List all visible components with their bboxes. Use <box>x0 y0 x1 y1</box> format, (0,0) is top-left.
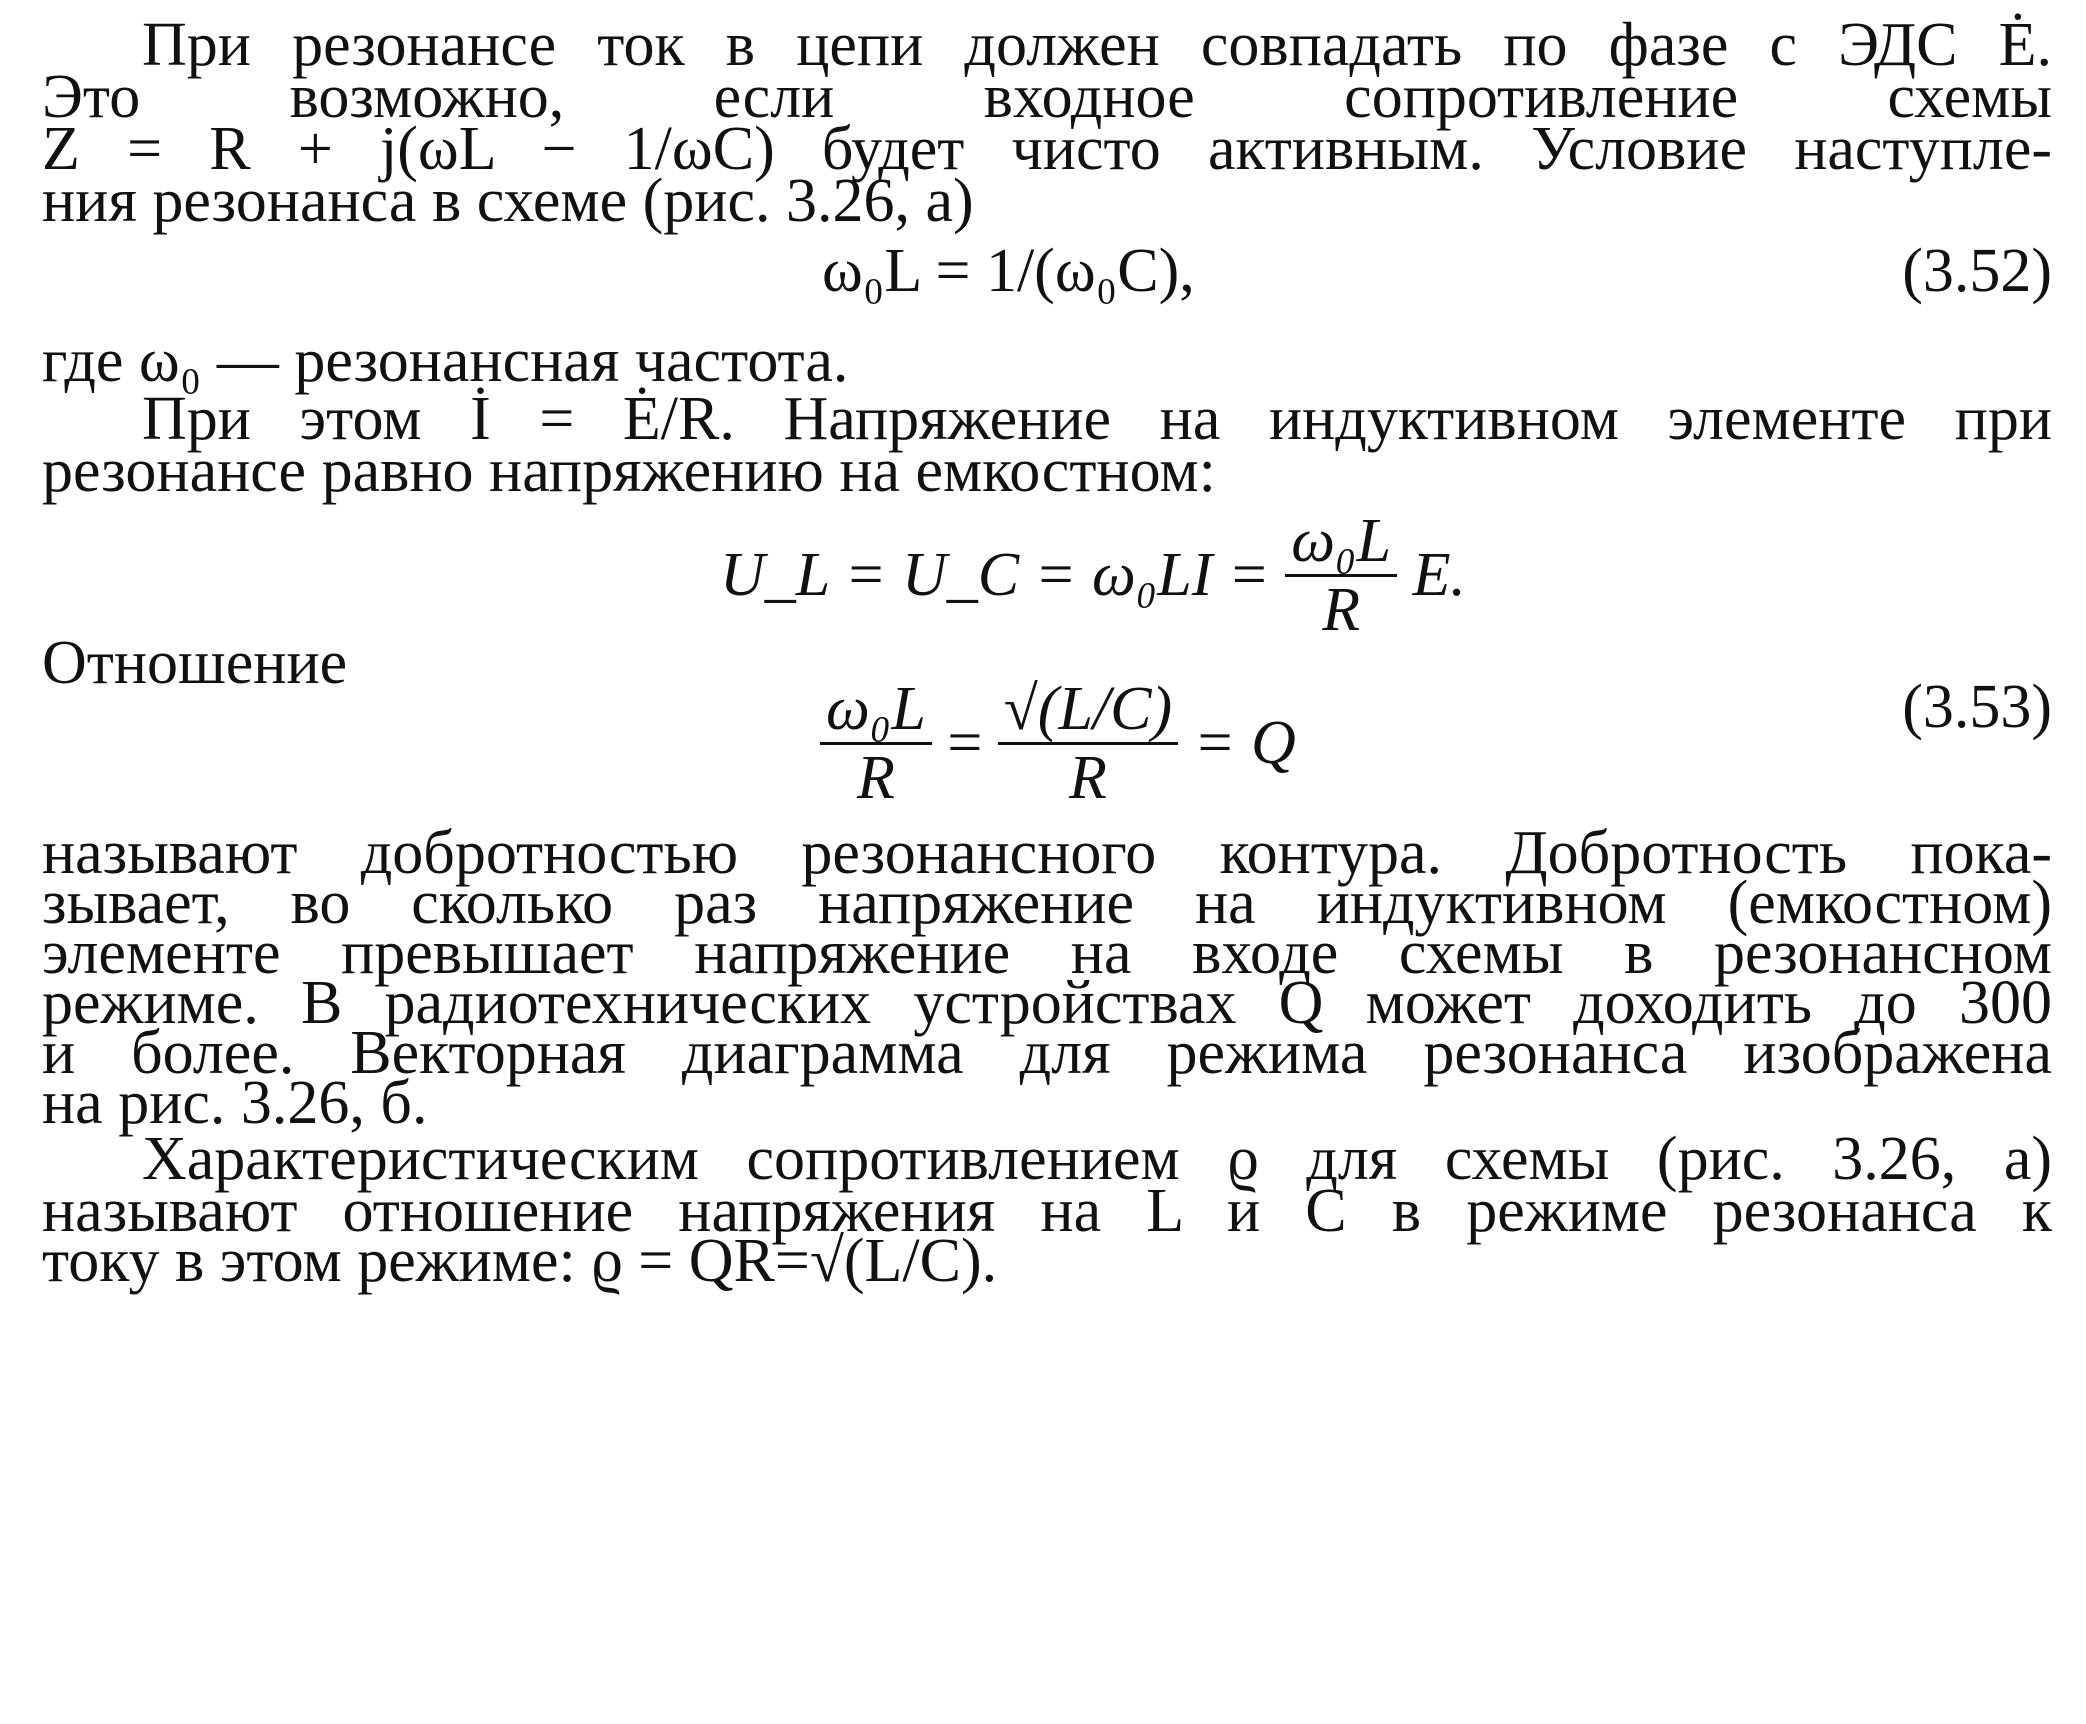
fraction-denominator: R <box>1322 576 1361 644</box>
paragraph-3-line-4: режиме. В радиотехнических устройствах Q может доходить до 300 <box>42 969 2052 1037</box>
paragraph-1-line-3: Z = R + j(ωL − 1/ωC) будет чисто активным. Условие наступле- <box>42 115 2052 183</box>
equation-left: U_L = U_C = ω₀LI = <box>720 541 1270 609</box>
word: сопротивление <box>1344 63 1739 131</box>
paragraph-4-line-3: току в этом режиме: ϱ = QR=√(L/C). <box>42 1227 998 1295</box>
fraction-1-numerator: ω₀L <box>820 676 932 745</box>
word: Это <box>42 63 141 131</box>
paragraph-2-line-2: резонансе равно напряжению на емкостном: <box>42 437 1216 505</box>
paragraph-3-line-5: и более. Векторная диаграмма для режима резонанса изображена <box>42 1019 2052 1087</box>
equation-number-3-52: (3.52) <box>1902 237 2052 305</box>
text-resonant-frequency: где ω₀ — резонансная частота. <box>42 327 849 395</box>
paragraph-3-line-1: называют добротностью резонансного контура. Добротность пока- <box>42 819 2052 887</box>
paragraph-3-line-3: элементе превышает напряжение на входе схемы в резонансном <box>42 919 2052 987</box>
label-ratio: Отношение <box>42 629 348 697</box>
fraction-2 <box>998 676 1178 811</box>
fraction <box>1285 508 1397 643</box>
equation-number-3-53: (3.53) <box>1902 673 2052 741</box>
word: возможно, <box>289 63 565 131</box>
equation-voltage-resonance <box>720 508 1466 643</box>
equation-right: E. <box>1412 541 1466 609</box>
equation-result: = Q <box>1193 709 1296 777</box>
word: входное <box>983 63 1195 131</box>
fraction-2-denominator: R <box>1069 744 1107 812</box>
equals-sign: = <box>947 709 983 777</box>
paragraph-3-line-6: на рис. 3.26, б. <box>42 1069 428 1137</box>
word: если <box>713 63 835 131</box>
word: схемы <box>1887 63 2053 131</box>
paragraph-4-line-2: называют отношение напряжения на L и C в режиме резонанса к <box>42 1177 2052 1245</box>
fraction-numerator: ω₀L <box>1285 508 1397 577</box>
paragraph-1-line-4: ния резонанса в схеме (рис. 3.26, а) <box>42 167 974 235</box>
equation-3-53 <box>820 676 1296 811</box>
equation-3-52: ω₀L = 1/(ω₀C), <box>822 237 1195 305</box>
fraction-1 <box>820 676 932 811</box>
paragraph-2-line-1: При этом İ = Ė/R. Напряжение на индуктивном элементе при <box>142 385 2052 453</box>
fraction-1-denominator: R <box>856 744 895 812</box>
fraction-2-numerator: √(L/C) <box>998 676 1178 745</box>
paragraph-1-line-1: При резонансе ток в цепи должен совпадать по фазе с ЭДС Ė. <box>142 11 2052 79</box>
paragraph-4-line-1: Характеристическим сопротивлением ϱ для схемы (рис. 3.26, а) <box>142 1125 2052 1193</box>
paragraph-3-line-2: зывает, во сколько раз напряжение на индуктивном (емкостном) <box>42 869 2052 937</box>
